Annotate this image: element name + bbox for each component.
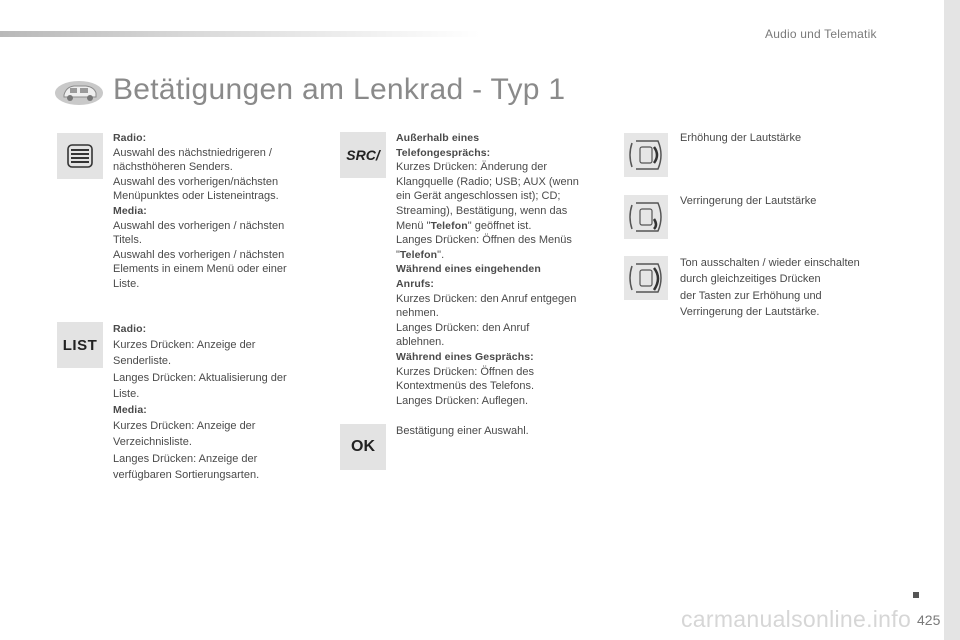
page-edge-bar: [944, 0, 960, 640]
text-line: verfügbaren Sortierungsarten.: [113, 468, 260, 481]
text-line: Verzeichnisliste.: [113, 436, 192, 449]
text-line: Senderliste.: [113, 355, 172, 368]
col2-text-block1: [396, 131, 616, 408]
text-heading: Während eines Gesprächs:: [396, 350, 534, 363]
text-line: Langes Drücken: Aktualisierung der: [113, 371, 287, 384]
text-heading: Während eines eingehenden: [396, 263, 541, 276]
page-title: Betätigungen am Lenkrad - Typ 1: [113, 73, 566, 106]
text-line: Kurzes Drücken: Öffnen des: [396, 365, 534, 378]
text-line: Auswahl des vorherigen/nächsten: [113, 175, 279, 188]
text-line: Kontextmenüs des Telefons.: [396, 380, 534, 393]
text-heading: Media:: [113, 404, 147, 417]
page-number: 425: [917, 612, 941, 628]
text-line: "Telefon".: [396, 248, 445, 261]
text-line: Langes Drücken: Auflegen.: [396, 394, 529, 407]
text-heading: Telefongesprächs:: [396, 146, 491, 159]
text-line: Auswahl des nächstniedrigeren /: [113, 146, 272, 159]
text-line: Menüpunktes oder Listeneintrags.: [113, 190, 279, 203]
text-line: ein Gerät angeschlossen ist); CD;: [396, 190, 561, 203]
text-line: Auswahl des vorherigen / nächsten: [113, 248, 285, 261]
text-heading: Radio:: [113, 132, 147, 144]
text-line: Titels.: [113, 234, 142, 247]
text-heading: Außerhalb eines: [396, 132, 480, 144]
text-line: Kurzes Drücken: Anzeige der: [113, 339, 256, 352]
page-marker: [913, 592, 919, 598]
text-line: Menü "Telefon" geöffnet ist.: [396, 219, 532, 232]
text-line: der Tasten zur Erhöhung und: [680, 289, 822, 302]
ok-label: OK: [351, 438, 375, 455]
header-gradient-bar: [0, 31, 480, 37]
col1-text-block2: [113, 321, 323, 483]
watermark: carmanualsonline.info: [681, 606, 912, 632]
text-line: Klangquelle (Radio; USB; AUX (wenn: [396, 175, 579, 188]
text-line: Langes Drücken: Anzeige der: [113, 452, 258, 465]
mute-text: [680, 255, 890, 321]
steering-wheel-volume-up-icon: [624, 133, 668, 177]
col1-text-block1: [113, 131, 323, 292]
text-line: nächsthöheren Senders.: [113, 161, 233, 174]
text-line: Ton ausschalten / wieder einschalten: [680, 257, 860, 269]
text-line: Elements in einem Menü oder einer: [113, 263, 287, 276]
ok-button-icon: [340, 424, 386, 470]
list-label: LIST: [62, 336, 98, 354]
text-heading: Radio:: [113, 323, 147, 335]
volume-down-text: Verringerung der Lautstärke: [680, 195, 817, 207]
text-line: Liste.: [113, 277, 140, 290]
steering-wheel-mute-icon: [624, 256, 668, 300]
text-heading: Anrufs:: [396, 277, 435, 290]
src-button-icon: [340, 132, 386, 178]
text-line: Kurzes Drücken: Änderung der: [396, 161, 548, 174]
text-line: Kurzes Drücken: Anzeige der: [113, 420, 256, 433]
list-button-icon: [57, 322, 103, 368]
thumbwheel-icon: [57, 133, 103, 179]
text-line: Langes Drücken: den Anruf: [396, 321, 530, 334]
text-line: Langes Drücken: Öffnen des Menüs: [396, 234, 572, 247]
text-line: Kurzes Drücken: den Anruf entgegen: [396, 292, 577, 305]
src-label: SRC/: [346, 147, 380, 163]
text-line: Verringerung der Lautstärke.: [680, 306, 820, 319]
volume-up-text: Erhöhung der Lautstärke: [680, 132, 802, 144]
text-line: Auswahl des vorherigen / nächsten: [113, 219, 285, 232]
section-header: Audio und Telematik: [765, 27, 877, 41]
text-line: Streaming), Bestätigung, wenn das: [396, 204, 568, 217]
text-heading: Media:: [113, 204, 147, 217]
text-line: ablehnen.: [396, 336, 445, 349]
steering-wheel-volume-down-icon: [624, 195, 668, 239]
car-icon: [54, 80, 104, 106]
ok-description: Bestätigung einer Auswahl.: [396, 425, 529, 437]
text-line: nehmen.: [396, 307, 439, 320]
text-line: Liste.: [113, 387, 140, 400]
text-line: durch gleichzeitiges Drücken: [680, 273, 821, 286]
